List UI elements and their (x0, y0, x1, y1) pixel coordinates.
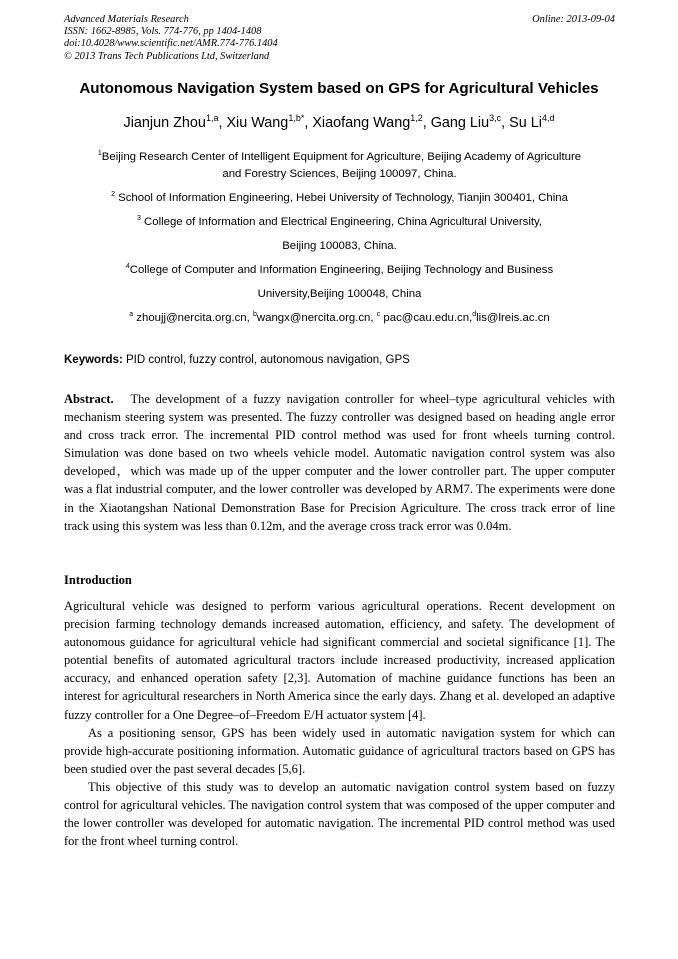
author-name: Xiaofang Wang (312, 115, 411, 131)
author-separator: , (304, 115, 313, 131)
affiliation-mark: 4 (125, 262, 130, 270)
email-mark: a (129, 310, 134, 318)
author-name: Su Li (509, 115, 542, 131)
affiliation-text: College of Computer and Information Engineering, Beijing Technology and Business (129, 263, 554, 276)
affiliation-4-cont: University,Beijing 100048, China (257, 287, 422, 300)
affiliation-mark: 2 (111, 190, 115, 198)
paragraph: Agricultural vehicle was designed to perform various agricultural operations. Recent development on precision farming technology demands increased automation, efficiency, and safety. The development of autonomous guidance for agricultural vehicle had significant commercial and societal significance [1]. The potential benefits of automated agricultural tractors include increased productivity, increased application accuracy, and enhanced operation safety [2,3]. Automation of machine guidance functions has been an interest for agricultural researchers in North America since the early days. Zhang et al. developed an adaptive fuzzy controller for a One Degree–of–Freedom E/H actuator system [4]. (64, 599, 615, 722)
abstract-text: The development of a fuzzy navigation controller for wheel–type agricultural vehicles with mechanism steering system was presented. The fuzzy controller was designed based on heading angle error and cross track error. The incremental PID control method was used for front wheels turning control. Simulation was done based on two wheels vehicle model. Automatic navigation control system was also developed，which was made up of the upper computer and the lower controller part. The upper computer was a flat industrial computer, and the lower controller was developed by ARM7. The experiments were done in the Xiaotangshan National Demonstration Base for Precision Agriculture. The cross track error of line track using this system was less than 0.12m, and the average cross track error was 0.04m. (64, 392, 619, 533)
keywords-text: PID control, fuzzy control, autonomous navigation, GPS (122, 354, 410, 366)
author-name: Xiu Wang (226, 115, 289, 131)
keywords (64, 354, 615, 366)
paper-title: Autonomous Navigation System based on GPS for Agricultural Vehicles (79, 80, 599, 97)
affiliation-mark: 3 (136, 214, 141, 222)
email-mark: b (252, 310, 257, 318)
author-emails (64, 310, 615, 327)
author-name: Jianjun Zhou (123, 115, 206, 131)
email-text: pac@cau.edu.cn, (380, 311, 473, 324)
affiliations (64, 149, 615, 326)
keywords-label: Keywords: (64, 354, 123, 366)
paragraph: As a positioning sensor, GPS has been widely used in automatic navigation system for which can provide high-accurate positioning information. Automatic guidance of agricultural tractors based on GPS has been studied over the past several decades [5,6]. (64, 725, 615, 776)
affiliation-2 (64, 190, 615, 207)
issn-line: ISSN: 1662-8985, Vols. 774-776, pp 1404-1408 (64, 26, 262, 38)
author-affiliation-mark: 3,c (489, 113, 502, 123)
author-list (0, 115, 678, 131)
email-text: zhoujj@nercita.org.cn, (133, 311, 253, 324)
affiliation-3 (64, 214, 615, 231)
author-separator: , (501, 115, 510, 131)
author-name: Gang Liu (430, 115, 490, 131)
abstract (64, 390, 619, 535)
email-text: lis@lreis.ac.cn (476, 311, 550, 324)
affiliation-4 (64, 262, 615, 279)
author-separator: , (422, 115, 431, 131)
affiliation-3-cont: Beijing 100083, China. (282, 239, 397, 252)
email-mark: d (472, 310, 477, 318)
affiliation-1 (64, 149, 615, 166)
abstract-label: Abstract. (64, 392, 114, 406)
doi-line: doi:10.4028/www.scientific.net/AMR.774-776.1404 (64, 38, 278, 50)
online-date: Online: 2013-09-04 (532, 14, 615, 25)
affiliation-text: College of Information and Electrical Engineering, China Agricultural University, (140, 215, 543, 228)
affiliation-1-cont: and Forestry Sciences, Beijing 100097, China. (222, 167, 457, 180)
copyright-line: © 2013 Trans Tech Publications Ltd, Switzerland (64, 50, 270, 62)
journal-header (64, 14, 615, 63)
paragraph: This objective of this study was to develop an automatic navigation control system based on fuzzy control for agricultural vehicles. The navigation control system that was composed of the upper computer and the lower controller was developed for automatic navigation. The incremental PID control method was used for the front wheel turning control. (64, 779, 615, 849)
author-affiliation-mark: 1,b* (288, 113, 305, 123)
introduction-heading: Introduction (64, 573, 132, 587)
affiliation-text: School of Information Engineering, Hebei University of Technology, Tianjin 300401, China (114, 191, 568, 204)
affiliation-mark: 1 (97, 150, 102, 157)
author-affiliation-mark: 4,d (541, 113, 555, 123)
email-text: wangx@nercita.org.cn, (256, 311, 377, 324)
introduction-body (64, 597, 615, 850)
affiliation-text: Beijing Research Center of Intelligent Equipment for Agriculture, Beijing Academy of Agriculture (101, 151, 582, 163)
author-separator: , (218, 115, 227, 131)
email-mark: c (376, 310, 381, 318)
author-affiliation-mark: 1,a (205, 113, 219, 123)
author-affiliation-mark: 1,2 (410, 113, 423, 123)
journal-name: Advanced Materials Research (64, 14, 189, 25)
